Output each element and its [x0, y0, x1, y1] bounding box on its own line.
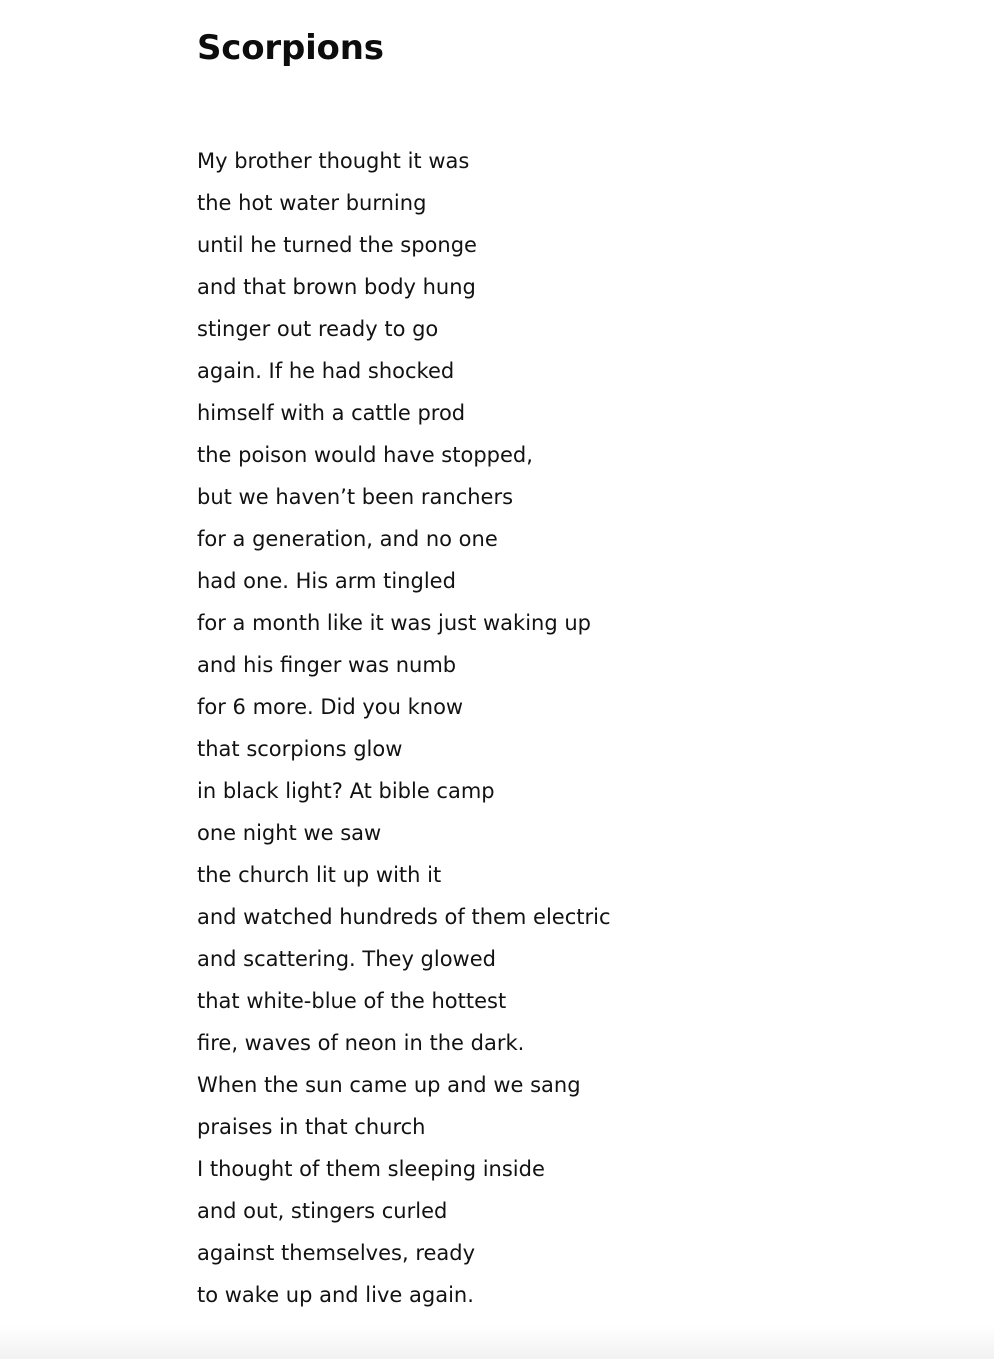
poem-line: against themselves, ready [197, 1241, 476, 1265]
poem-line: for a generation, and no one [197, 527, 498, 551]
poem-line: and that brown body hung [197, 275, 476, 299]
poem-line: that white-blue of the hottest [197, 989, 507, 1013]
poem-line: and his finger was numb [197, 653, 457, 677]
poem-line: had one. His arm tingled [197, 569, 456, 593]
poem-line: but we haven’t been ranchers [197, 485, 514, 509]
poem-line: for a month like it was just waking up [197, 611, 591, 635]
poem-line: and watched hundreds of them electric [197, 905, 611, 929]
poem-line: fire, waves of neon in the dark. [197, 1031, 525, 1055]
poem-line: until he turned the sponge [197, 233, 477, 257]
poem-line: one night we saw [197, 821, 382, 845]
poem-line: and scattering. They glowed [197, 947, 496, 971]
poem-line: stinger out ready to go [197, 317, 439, 341]
poem-line: the church lit up with it [197, 863, 442, 887]
poem-line: in black light? At bible camp [197, 779, 495, 803]
poem-line: that scorpions glow [197, 737, 403, 761]
poem-title: Scorpions [197, 28, 384, 68]
poem-line: to wake up and live again. [197, 1283, 474, 1307]
bottom-edge-shadow [0, 1325, 994, 1359]
poem-line: again. If he had shocked [197, 359, 455, 383]
poem-line: praises in that church [197, 1115, 426, 1139]
poem-line: for 6 more. Did you know [197, 695, 464, 719]
poem-line: the poison would have stopped, [197, 443, 533, 467]
poem-line: When the sun came up and we sang [197, 1073, 581, 1097]
poem-line: My brother thought it was [197, 149, 470, 173]
poem-line: I thought of them sleeping inside [197, 1157, 545, 1181]
poem-body [197, 140, 957, 1316]
poem-line: and out, stingers curled [197, 1199, 448, 1223]
poem-line: the hot water burning [197, 191, 427, 215]
poem-page [197, 24, 957, 1316]
poem-line: himself with a cattle prod [197, 401, 466, 425]
